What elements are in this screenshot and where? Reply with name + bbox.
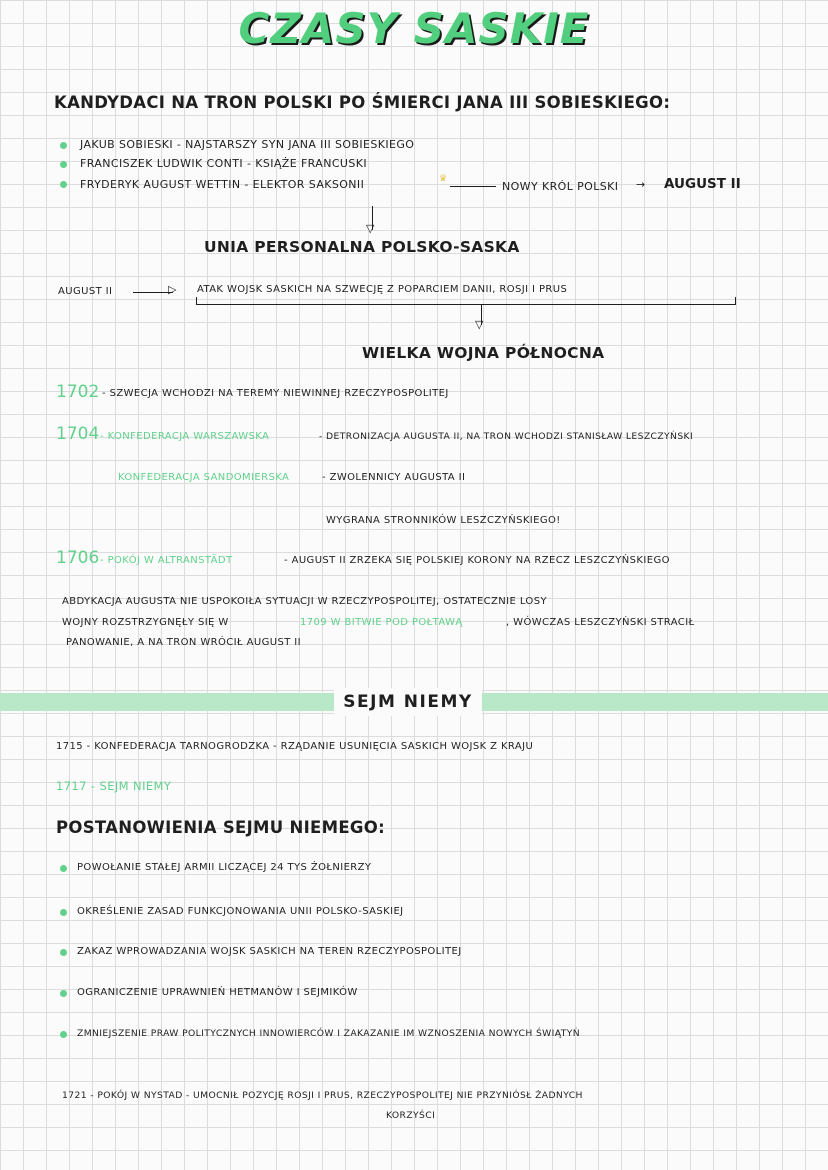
sejm-item: POWOŁANIE STAŁEJ ARMII LICZĄCEJ 24 TYS ŻOŁNIERZY xyxy=(77,862,372,873)
new-king-name: AUGUST II xyxy=(664,176,741,192)
candidate-item: JAKUB SOBIESKI - NAJSTARSZY SYN JANA III SOBIESKIEGO xyxy=(80,138,415,151)
bracket-line xyxy=(196,304,736,305)
event-1721-cont: KORZYŚCI xyxy=(386,1110,436,1121)
bullet-icon xyxy=(60,949,67,956)
confederation-warsaw: - KONFEDERACJA WARSZAWSKA xyxy=(100,431,270,442)
event-sandomierz: - ZWOLENNICY AUGUSTA II xyxy=(322,472,466,483)
year-1704: 1704 xyxy=(56,424,100,444)
event-1706: - AUGUST II ZRZEKA SIĘ POLSKIEJ KORONY NA RZECZ LESZCZYŃSKIEGO xyxy=(284,555,670,566)
sejm-band-label: SEJM NIEMY xyxy=(334,688,482,716)
bullet-icon xyxy=(60,181,67,188)
event-1704: - DETRONIZACJA AUGUSTA II, NA TRON WCHODZI STANISŁAW LESZCZYŃSKI xyxy=(319,431,694,442)
abdication-poltava: 1709 W BITWIE POD POŁTAWĄ xyxy=(300,617,463,628)
sejm-heading: POSTANOWIENIA SEJMU NIEMEGO: xyxy=(56,818,385,837)
bullet-icon xyxy=(60,1031,67,1038)
bullet-icon xyxy=(60,865,67,872)
crown-icon: ♛ xyxy=(439,174,448,184)
candidates-heading: KANDYDACI NA TRON POLSKI PO ŚMIERCI JANA III SOBIESKIEGO: xyxy=(54,93,671,112)
bullet-icon xyxy=(60,142,67,149)
bullet-icon xyxy=(60,909,67,916)
arrow-line xyxy=(133,292,173,293)
event-1717: 1717 - SEJM NIEMY xyxy=(56,779,172,793)
bullet-icon xyxy=(60,161,67,168)
peace-altranstadt: - POKÓJ W ALTRANSTÄDT xyxy=(100,555,233,566)
page-title: CZASY SASKIE xyxy=(238,4,590,53)
event-1702: - SZWECJA WCHODZI NA TEREMY NIEWINNEJ RZECZYPOSPOLITEJ xyxy=(102,388,449,399)
union-heading: UNIA PERSONALNA POLSKO-SASKA xyxy=(204,238,520,256)
candidate-item: FRYDERYK AUGUST WETTIN - ELEKTOR SAKSONII xyxy=(80,178,365,191)
event-1715: 1715 - KONFEDERACJA TARNOGRODZKA - RZĄDANIE USUNIĘCIA SASKICH WOJSK Z KRAJU xyxy=(56,741,534,752)
candidate-item: FRANCISZEK LUDWIK CONTI - KSIĄŻE FRANCUSKI xyxy=(80,157,368,170)
abdication-line-1: ABDYKACJA AUGUSTA NIE USPOKOIŁA SYTUACJI W RZECZYPOSPOLITEJ, OSTATECZNIE LOSY xyxy=(62,596,547,607)
abdication-line-2c: , WÓWCZAS LESZCZYŃSKI STRACIŁ xyxy=(506,617,695,628)
bracket-left xyxy=(196,297,197,305)
war-heading: WIELKA WOJNA PÓŁNOCNA xyxy=(362,344,605,362)
bullet-icon xyxy=(60,990,67,997)
sejm-item: ZMNIEJSZENIE PRAW POLITYCZNYCH INNOWIERCÓW I ZAKAZANIE IM WZNOSZENIA NOWYCH ŚWIĄTYŃ xyxy=(77,1028,581,1039)
winner-note: WYGRANA STRONNIKÓW LESZCZYŃSKIEGO! xyxy=(326,515,561,526)
abdication-line-2a: WOJNY ROZSTRZYGNĘŁY SIĘ W xyxy=(62,617,229,628)
event-1721: 1721 - POKÓJ W NYSTAD - UMOCNIŁ POZYCJĘ ROSJI I PRUS, RZECZYPOSPOLITEJ NIE PRZYNIÓSŁ ŻADNYCH xyxy=(62,1090,583,1101)
attack-actor: AUGUST II xyxy=(58,286,113,297)
confederation-sandomierz: KONFEDERACJA SANDOMIERSKA xyxy=(118,472,290,483)
year-1702: 1702 xyxy=(56,382,100,402)
sejm-item: ZAKAZ WPROWADZANIA WOJSK SASKICH NA TEREN RZECZYPOSPOLITEJ xyxy=(77,946,462,957)
abdication-line-3: PANOWANIE, A NA TRON WRÓCIŁ AUGUST II xyxy=(66,637,301,648)
arrow-right-icon: ▷ xyxy=(168,283,177,296)
sejm-item: OKREŚLENIE ZASAD FUNKCJONOWANIA UNII POLSKO-SASKIEJ xyxy=(77,906,404,917)
arrow-down-icon: ▽ xyxy=(475,318,484,331)
arrow-down-icon: ▽ xyxy=(366,222,375,235)
sejm-item: OGRANICZENIE UPRAWNIEŃ HETMANÓW I SEJMIKÓW xyxy=(77,987,358,998)
arrow-line xyxy=(450,186,496,187)
attack-text: ATAK WOJSK SASKICH NA SZWECJĘ Z POPARCIEM DANII, ROSJI I PRUS xyxy=(197,284,568,295)
bracket-right xyxy=(735,297,736,305)
arrow-right-icon: → xyxy=(636,178,646,191)
year-1706: 1706 xyxy=(56,548,100,568)
new-king-label: NOWY KRÓL POLSKI xyxy=(502,180,619,193)
